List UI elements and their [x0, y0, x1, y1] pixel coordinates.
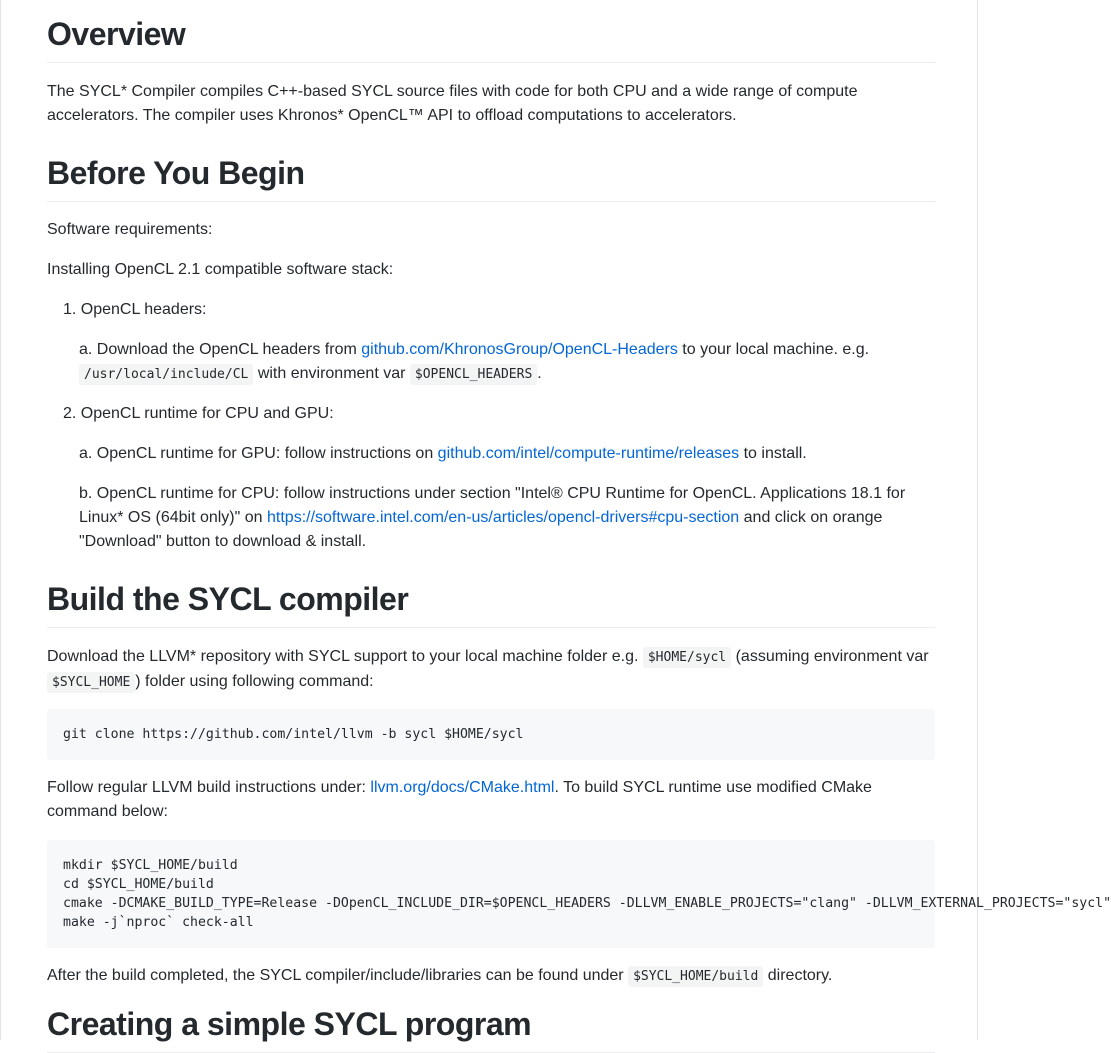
item1a-text4: .	[537, 365, 542, 382]
installing-wrap	[47, 258, 935, 282]
build-p2-wrap	[47, 776, 935, 824]
compute-runtime-link[interactable]: github.com/intel/compute-runtime/releases	[437, 445, 740, 462]
item2a-text2: to install.	[739, 445, 807, 462]
section-creating-program	[47, 1004, 935, 1053]
list-item-2b	[79, 482, 935, 554]
build-p1-text2: (assuming environment var	[731, 648, 929, 665]
home-sycl-code: $HOME/sycl	[643, 647, 731, 668]
item1a-text: a. Download the OpenCL headers from	[79, 341, 362, 358]
cmake-code-block: mkdir $SYCL_HOME/build cd $SYCL_HOME/build cmake -DCMAKE_BUILD_TYPE=Release -DOpenCL_INCLUDE_DIR=$OPENCL_HEADERS -DLLVM_ENABLE_PROJECTS="clang" -DLLVM_EXTERNAL_PROJECTS="sycl" make -j`nproc` check-all	[47, 840, 935, 948]
code-block-1-wrap	[47, 709, 935, 760]
build-p3-text1: After the build completed, the SYCL compiler/include/libraries can be found under	[47, 967, 629, 984]
opencl-drivers-link[interactable]: https://software.intel.com/en-us/articles/opencl-drivers#cpu-section	[267, 509, 740, 526]
build-p1-text1: Download the LLVM* repository with SYCL support to your local machine folder e.g.	[47, 648, 643, 665]
list-item-2b-wrap	[79, 482, 935, 554]
software-requirements-wrap	[47, 218, 935, 242]
item1a-text3: with environment var	[253, 365, 410, 382]
build-p3-wrap	[47, 964, 935, 989]
include-path-code: /usr/local/include/CL	[79, 364, 253, 385]
heading-overview: Overview	[47, 14, 935, 63]
list-item-2a	[79, 442, 935, 466]
build-p2-text1: Follow regular LLVM build instructions under:	[47, 779, 371, 796]
item1a-text2: to your local machine. e.g.	[677, 341, 870, 358]
git-clone-code-block: git clone https://github.com/intel/llvm -b sycl $HOME/sycl	[47, 709, 935, 760]
sycl-build-dir-code: $SYCL_HOME/build	[628, 966, 763, 987]
build-p3-text2: directory.	[763, 967, 833, 984]
heading-before-you-begin: Before You Begin	[47, 153, 935, 202]
build-paragraph-3	[47, 964, 935, 989]
list-item-1-wrap	[63, 298, 935, 322]
list-item-2a-wrap	[79, 442, 935, 466]
llvm-cmake-link[interactable]: llvm.org/docs/CMake.html	[370, 779, 555, 796]
build-p2-text2: . To build SYCL runtime use modified CMake command below:	[47, 779, 872, 820]
item2b-text2: and click on orange "Download" button to download & install.	[79, 509, 883, 550]
installing-text: Installing OpenCL 2.1 compatible software stack:	[47, 261, 394, 278]
list-item-2-wrap	[63, 402, 935, 426]
opencl-headers-var-code: $OPENCL_HEADERS	[410, 364, 537, 385]
code-block-2-wrap	[47, 840, 1111, 948]
section-overview	[47, 14, 935, 63]
item2b-text: b. OpenCL runtime for CPU: follow instructions under section "Intel® CPU Runtime for OpenCL. Applications 18.1 for Linux* OS (64bit only)" on	[79, 485, 906, 526]
build-paragraph-2	[47, 776, 935, 824]
heading-build-compiler: Build the SYCL compiler	[47, 579, 935, 628]
overview-paragraph: The SYCL* Compiler compiles C++-based SYCL source files with code for both CPU and a wide range of compute accelerators. The compiler uses Khronos* OpenCL™ API to offload computations to accelerators.	[47, 83, 858, 124]
list-item-1a-wrap	[79, 338, 935, 387]
khronos-headers-link[interactable]: github.com/KhronosGroup/OpenCL-Headers	[361, 341, 678, 358]
build-p1-wrap	[47, 645, 935, 695]
software-requirements-text: Software requirements:	[47, 221, 213, 238]
build-p1-text3: ) folder using following command:	[135, 673, 374, 690]
list-item-1a	[79, 338, 935, 387]
list-item-opencl-headers: 1. OpenCL headers:	[63, 301, 207, 318]
overview-paragraph-wrap	[47, 80, 935, 128]
sycl-home-code: $SYCL_HOME	[47, 672, 135, 693]
item2a-text: a. OpenCL runtime for GPU: follow instructions on	[79, 445, 438, 462]
list-item-opencl-runtime: 2. OpenCL runtime for CPU and GPU:	[63, 405, 334, 422]
heading-creating-program: Creating a simple SYCL program	[47, 1004, 935, 1053]
section-build	[47, 579, 935, 628]
build-paragraph-1	[47, 645, 935, 695]
section-before-you-begin	[47, 153, 935, 202]
